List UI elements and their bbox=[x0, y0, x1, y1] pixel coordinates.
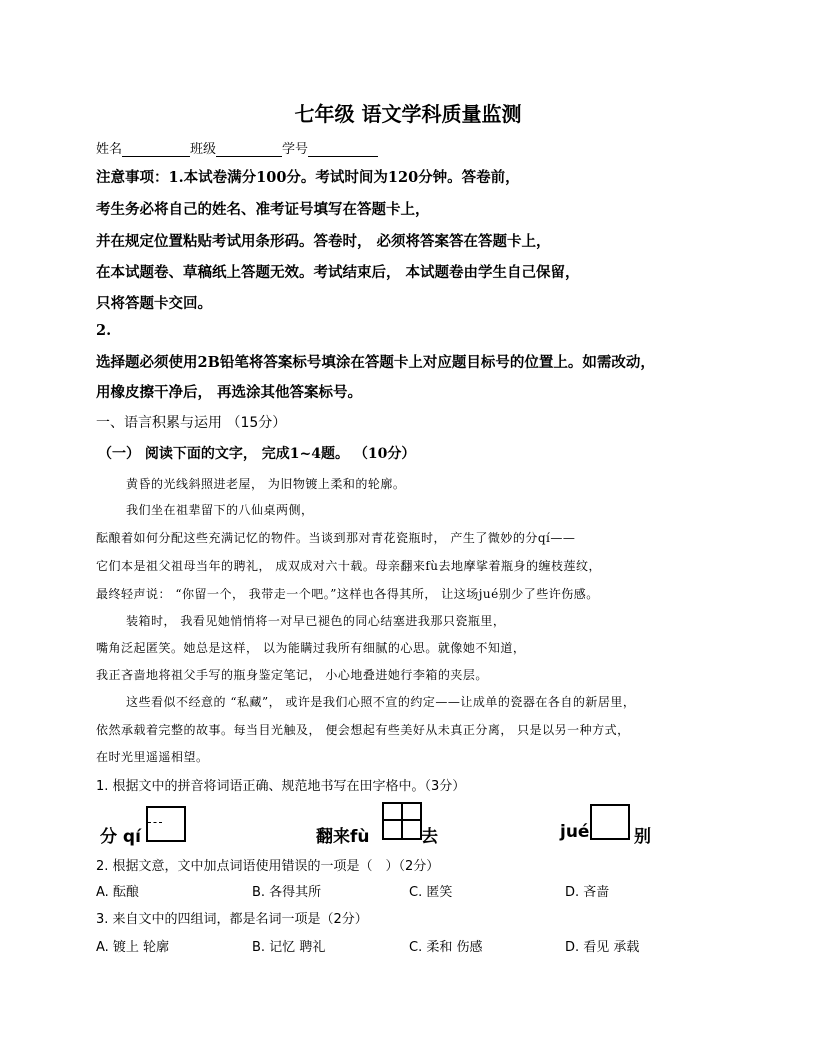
passage-line: 黄昏的光线斜照进老屋， 为旧物镀上柔和的轮廓。 bbox=[126, 477, 406, 491]
passage-line: 我们坐在祖辈留下的八仙桌两侧， bbox=[126, 503, 314, 517]
q1-item-c-suffix: 别 bbox=[634, 827, 651, 847]
q2-option-b[interactable]: B. 各得其所 bbox=[252, 885, 322, 900]
name-label: 姓名 bbox=[96, 142, 123, 157]
passage-line: 在时光里遥遥相望。 bbox=[96, 750, 209, 764]
notice-line: 并在规定位置粘贴考试用条形码。答卷时， 必须将答案答在答题卡上， bbox=[96, 233, 551, 250]
q3-option-d[interactable]: D. 看见 承载 bbox=[565, 940, 640, 955]
question-2: 2. 根据文意，文中加点词语使用错误的一项是（ ）（2分） bbox=[96, 859, 440, 874]
q1-item-b-label: 翻来fù bbox=[316, 827, 370, 847]
notice-line: 选择题必须使用2B铅笔将答案标号填涂在答题卡上对应题目标号的位置上。如需改动， bbox=[96, 354, 655, 371]
q3-option-b[interactable]: B. 记忆 聘礼 bbox=[252, 940, 326, 955]
student-info-line bbox=[96, 138, 378, 157]
notice-line: 在本试题卷、草稿纸上答题无效。考试结束后， 本试题卷由学生自己保留， bbox=[96, 264, 580, 281]
class-blank bbox=[216, 142, 282, 157]
grid-guide-line bbox=[148, 822, 162, 823]
passage-line: 这些看似不经意的 “私藏”， 或许是我们心照不宣的约定——让成单的瓷器在各自的新居里， bbox=[126, 695, 636, 709]
passage-line: 最终轻声说： “你留一个， 我带走一个吧。”这样也各得其所， 让这场jué别少了些许伤感。 bbox=[96, 587, 599, 601]
q2-option-d[interactable]: D. 吝啬 bbox=[565, 885, 610, 900]
q3-option-c[interactable]: C. 柔和 伤感 bbox=[409, 940, 483, 955]
grid-vertical-line bbox=[401, 804, 403, 838]
notice-line: 用橡皮擦干净后， 再选涂其他答案标号。 bbox=[96, 384, 363, 401]
q2-option-a[interactable]: A. 酝酿 bbox=[96, 885, 139, 900]
subsection-heading: （一） 阅读下面的文字， 完成1~4题。 （10分） bbox=[98, 446, 416, 462]
notice-line: 只将答题卡交回。 bbox=[96, 295, 212, 312]
q1-item-a-label: 分 qí bbox=[100, 827, 141, 847]
question-3: 3. 来自文中的四组词，都是名词一项是（2分） bbox=[96, 912, 368, 927]
notice-line: 2. bbox=[96, 322, 112, 339]
passage-line: 嘴角泛起匿笑。她总是这样， 以为能瞒过我所有细腻的心思。就像她不知道， bbox=[96, 641, 526, 655]
id-label: 学号 bbox=[282, 142, 309, 157]
passage-line: 装箱时， 我看见她悄悄将一对早已褪色的同心结塞进我那只瓷瓶里， bbox=[126, 614, 506, 628]
q1-item-c-label: jué bbox=[560, 822, 590, 842]
notice-line: 注意事项：1.本试卷满分100分。考试时间为120分钟。答卷前， bbox=[96, 169, 520, 186]
passage-line: 它们本是祖父祖母当年的聘礼， 成双成对六十载。母亲翻来fù去地摩挲着瓶身的缠枝莲纹， bbox=[96, 559, 601, 573]
notice-line: 考生务必将自己的姓名、准考证号填写在答题卡上， bbox=[96, 201, 430, 218]
writing-grid-box[interactable] bbox=[146, 806, 186, 842]
writing-grid-box[interactable] bbox=[590, 804, 630, 840]
passage-line: 酝酿着如何分配这些充满记忆的物件。当谈到那对青花瓷瓶时， 产生了微妙的分qí—— bbox=[96, 531, 576, 545]
question-1: 1. 根据文中的拼音将词语正确、规范地书写在田字格中。（3分） bbox=[96, 779, 466, 794]
q2-option-c[interactable]: C. 匿笑 bbox=[409, 885, 453, 900]
name-blank bbox=[122, 142, 190, 157]
passage-line: 我正吝啬地将祖父手写的瓶身鉴定笔记， 小心地叠进她行李箱的夹层。 bbox=[96, 668, 488, 682]
writing-grid-box[interactable] bbox=[382, 802, 422, 840]
id-blank bbox=[308, 142, 378, 157]
passage-line: 依然承载着完整的故事。每当目光触及， 便会想起有些美好从未真正分离， 只是以另一种方式， bbox=[96, 723, 630, 737]
section-heading: 一、语言积累与运用 （15分） bbox=[96, 415, 287, 431]
q3-option-a[interactable]: A. 镀上 轮廓 bbox=[96, 940, 170, 955]
class-label: 班级 bbox=[190, 142, 217, 157]
q1-item-b-suffix: 去 bbox=[421, 827, 438, 847]
page-title: 七年级 语文学科质量监测 bbox=[294, 102, 522, 126]
